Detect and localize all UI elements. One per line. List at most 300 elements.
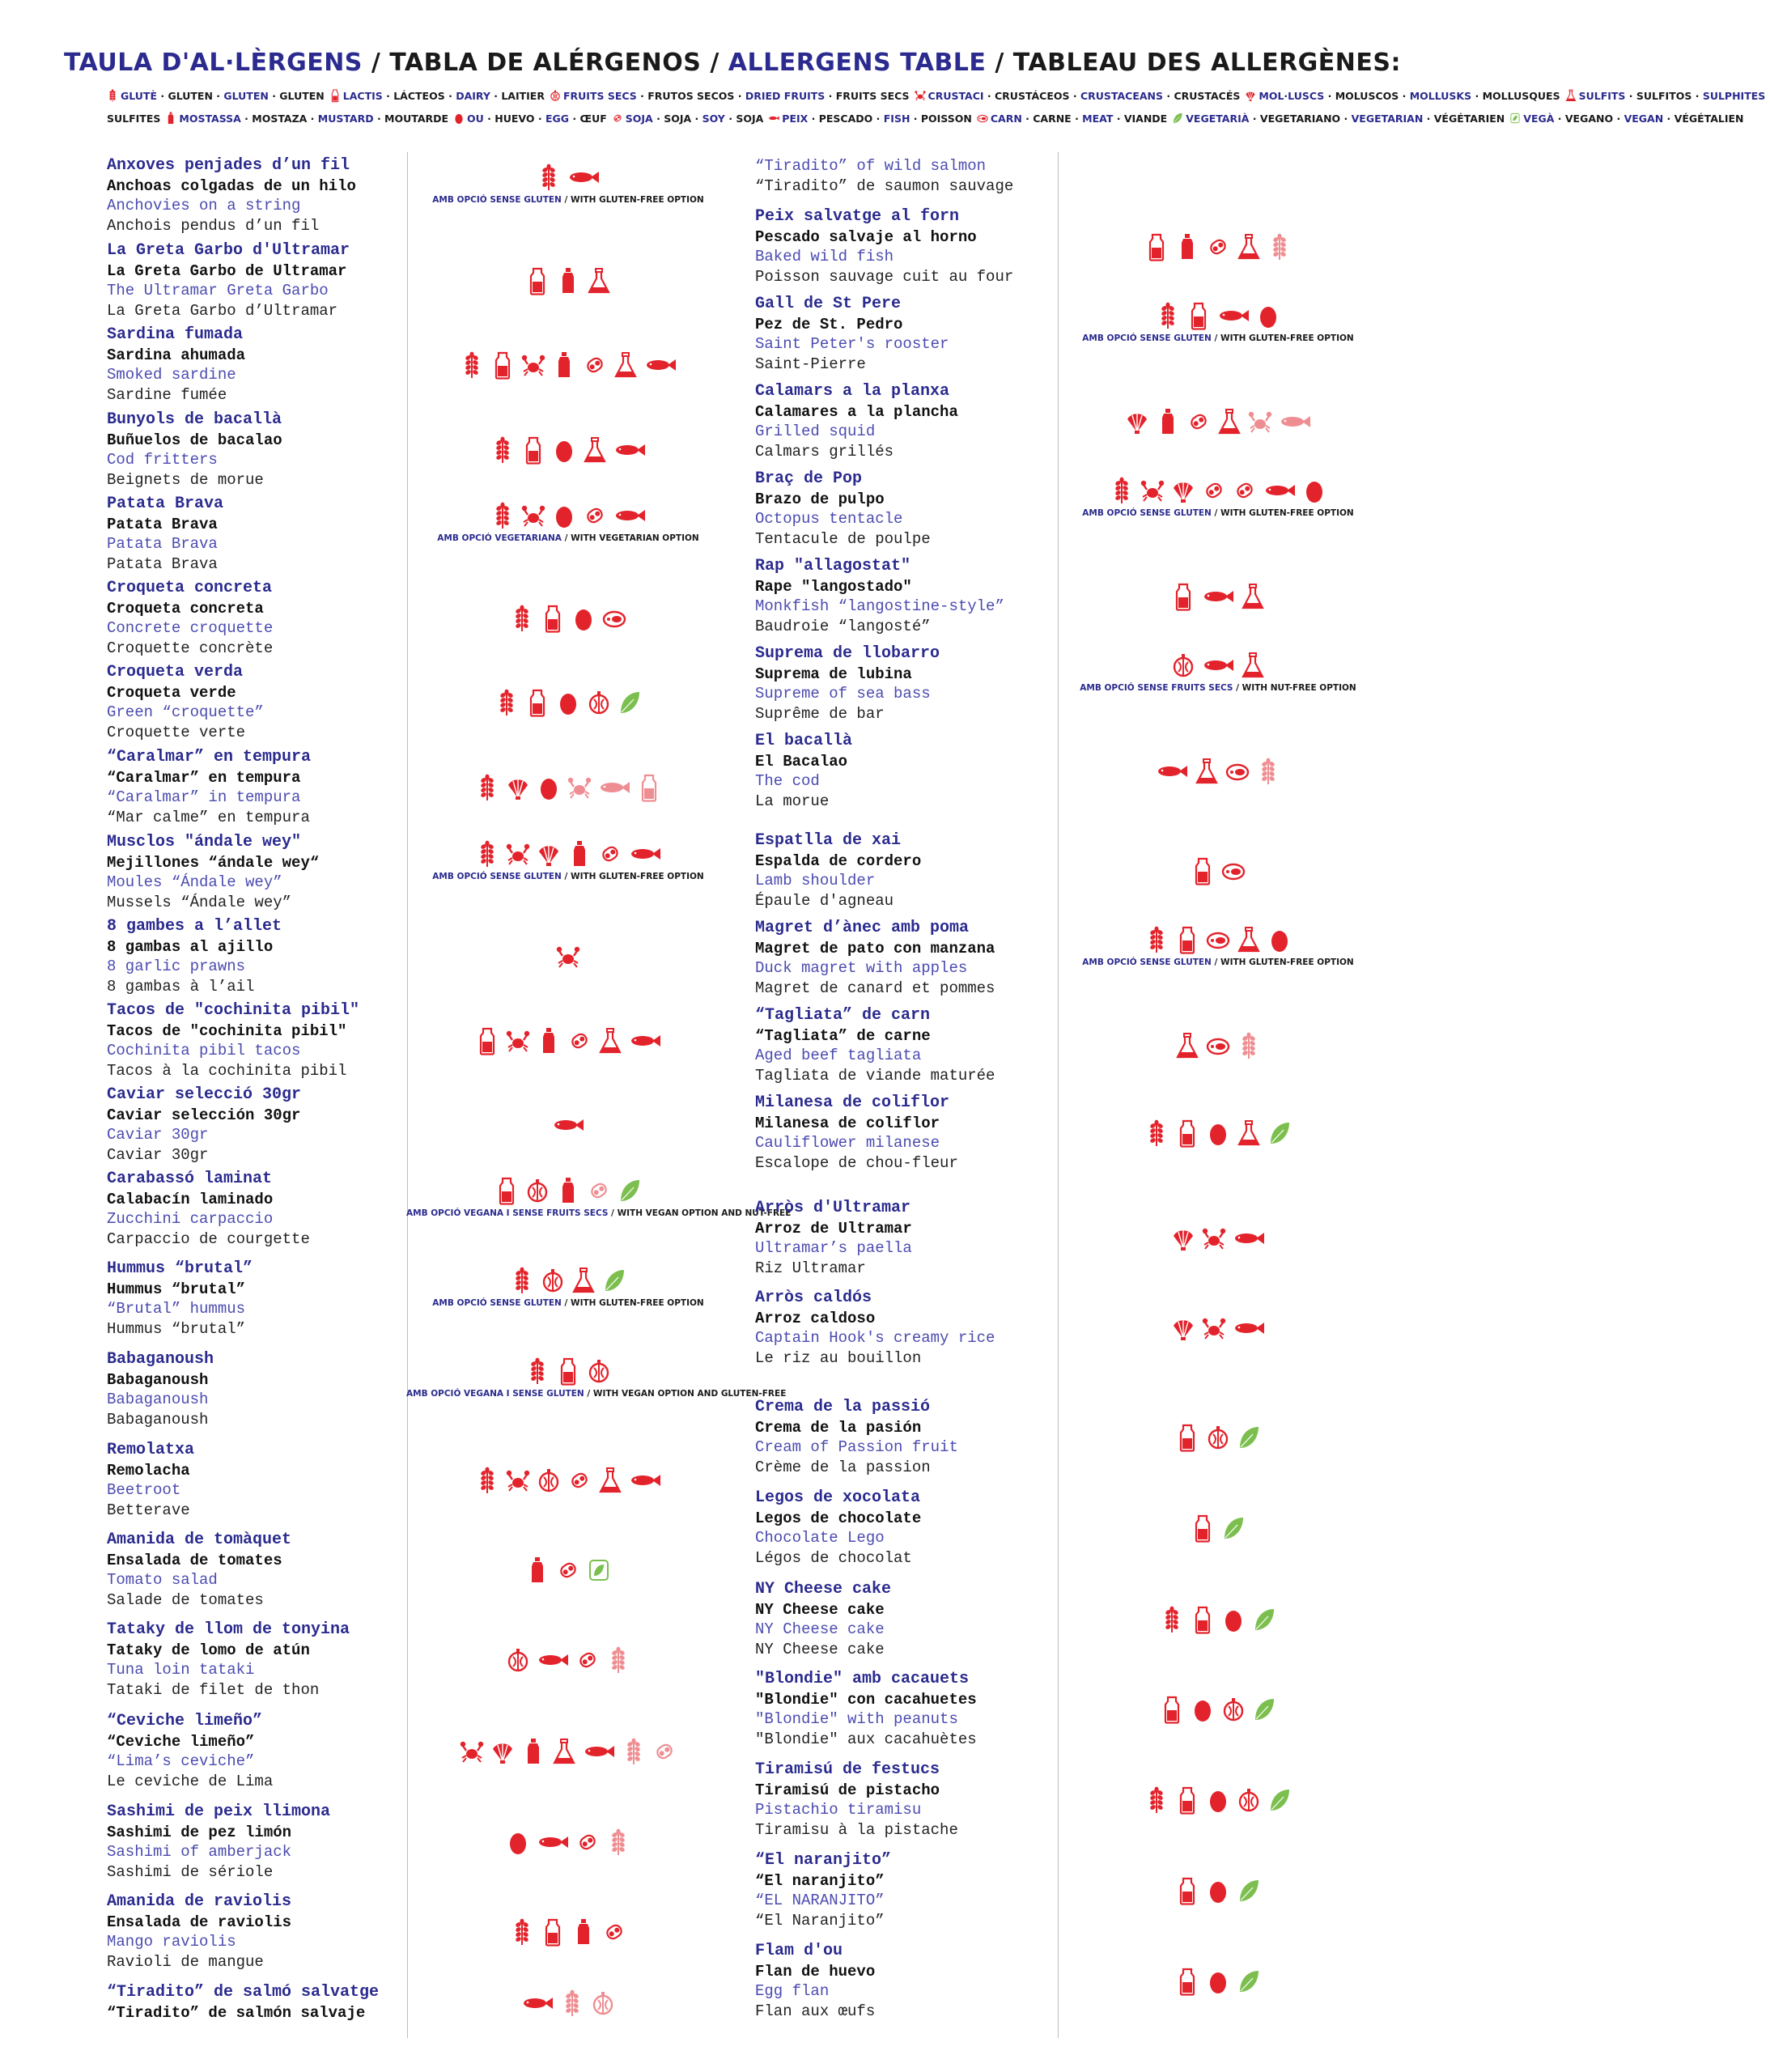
dairy-icon [475, 1027, 499, 1055]
sulphite-icon [598, 1467, 622, 1494]
mustard-icon [556, 267, 580, 295]
title-fr: TABLEAU DES ALLERGÈNES: [1012, 49, 1402, 77]
dish-name-ca: Croqueta verda [107, 663, 244, 681]
egg-icon [453, 112, 465, 125]
dish-name-fr: Riz Ultramar [755, 1259, 866, 1277]
dish-name-ca: Tiramisú de festucs [755, 1760, 940, 1779]
note-ca: AMB OPCIÓ VEGANA I SENSE GLUTEN [406, 1389, 584, 1399]
dish-name-ca: Espatlla de xai [755, 831, 902, 850]
nuts-icon [525, 1177, 550, 1204]
dish-name-es: “Tiradito” de salmón salvaje [107, 2003, 366, 2022]
dish-item [107, 410, 282, 490]
dish-name-fr: Carpaccio de courgette [107, 1229, 310, 1248]
allergen-icons [1056, 923, 1380, 956]
gluten-icon [475, 840, 499, 868]
dish-name-ca: “Caralmar” en tempura [107, 748, 312, 766]
dish-name-ca: Caviar selecció 30gr [107, 1085, 302, 1104]
note-en: WITH NUT-FREE OPTION [1242, 683, 1356, 693]
allergen-icons [406, 1987, 730, 2019]
gluten-icon [1144, 926, 1169, 953]
allergen-icons [406, 686, 730, 719]
dish-name-en: Supreme of sea bass [755, 685, 931, 703]
dish-name-ca: Carabassó laminat [107, 1170, 273, 1188]
note-en: WITH GLUTEN-FREE OPTION [571, 872, 704, 881]
sulphite-icon [1241, 652, 1265, 679]
dish-name-es: Arroz caldoso [755, 1309, 876, 1327]
dish-name-fr: Salade de tomates [107, 1590, 264, 1609]
gluten-icon [107, 89, 118, 102]
note-ca: AMB OPCIÓ SENSE GLUTEN [1082, 333, 1212, 343]
dish-name-fr: Calmars grillés [755, 442, 894, 461]
dish-item [755, 919, 995, 998]
dish-name-ca: NY Cheese cake [755, 1580, 892, 1599]
sulphite-icon [1175, 1032, 1199, 1059]
dairy-icon [329, 89, 341, 102]
mustard-icon [521, 1738, 545, 1765]
allergen-icons [406, 838, 730, 870]
fish-icon [1202, 583, 1234, 610]
soy-icon [575, 1646, 600, 1674]
gluten-icon [510, 605, 534, 632]
note-en: WITH VEGETARIAN OPTION [571, 533, 699, 543]
legend-ca: VEGÀ [1523, 113, 1555, 125]
dish-name-ca: “El naranjito” [755, 1851, 892, 1870]
soy-icon [1202, 477, 1226, 504]
dish-name-fr: Beignets de morue [107, 470, 264, 489]
crustacean-icon [1202, 1225, 1226, 1252]
mustard-icon [567, 840, 592, 868]
dish-item [107, 1350, 214, 1429]
egg-icon [552, 502, 576, 529]
dish-name-fr: Magret de canard et pommes [755, 979, 995, 997]
legend-en: VEGETARIAN [1351, 113, 1424, 125]
dish-item [107, 748, 311, 827]
dish-name-ca: Rap "allagostat" [755, 557, 911, 575]
legend-es: GLUTEN [168, 90, 213, 102]
mollusc-icon [1171, 477, 1195, 504]
dish-name-es: Hummus “brutal” [107, 1280, 246, 1298]
fish-icon [613, 436, 646, 464]
vegetarian-icon [618, 689, 642, 716]
legend-en: FISH [883, 113, 910, 125]
note-ca: AMB OPCIÓ SENSE GLUTEN [432, 1298, 562, 1308]
dairy-icon [1175, 1786, 1199, 1814]
dish-name-ca: Tacos de "cochinita pibil" [107, 1001, 360, 1020]
dish-name-ca: “Tiradito” de salmó salvatge [107, 1983, 380, 2002]
gluten-icon [537, 163, 561, 191]
sulphite-icon [1241, 583, 1265, 610]
allergen-icons [406, 1355, 730, 1387]
dairy-icon [541, 605, 565, 632]
mustard-icon [1156, 408, 1180, 435]
allergen-icons [1056, 1030, 1380, 1062]
dish-name-fr: Caviar 30gr [107, 1145, 209, 1164]
nuts-icon [550, 89, 561, 102]
dish-name-es: Tacos de "cochinita pibil" [107, 1021, 347, 1040]
dish-name-fr: Tagliata de viande maturée [755, 1066, 995, 1085]
allergen-icons [406, 434, 730, 466]
allergen-option-note: AMB OPCIÓ SENSE FRUITS SECS / WITH NUT-FREE OPTION [1080, 683, 1356, 693]
dish-name-es: “El naranjito” [755, 1871, 885, 1890]
dish-item [107, 1892, 291, 1972]
dish-name-en: Smoked sardine [107, 366, 236, 384]
dairy-icon [1160, 1696, 1184, 1723]
nuts-icon [1221, 1696, 1246, 1723]
dish-name-en: Patata Brava [107, 535, 218, 553]
allergen-option-note: AMB OPCIÓ VEGETARIANA / WITH VEGETARIAN OPTION [437, 533, 699, 543]
legend-en: GLUTEN [223, 90, 269, 102]
fish-icon [629, 1027, 661, 1055]
dish-name-fr: Hummus “brutal” [107, 1319, 246, 1338]
crustacean-icon [506, 840, 530, 868]
allergen-icons [1056, 1421, 1380, 1454]
dish-name-es: “Caralmar” en tempura [107, 768, 301, 787]
dish-name-ca: Arròs d'Ultramar [755, 1199, 911, 1217]
dairy-icon [637, 774, 661, 801]
dish-name-ca: La Greta Garbo d'Ultramar [107, 241, 350, 260]
soy-icon [598, 840, 622, 868]
note-en: WITH GLUTEN-FREE OPTION [571, 195, 704, 205]
dish-name-es: Sardina ahumada [107, 346, 246, 364]
dish-name-es: Calamares a la plancha [755, 402, 958, 421]
mollusc-icon [1171, 1314, 1195, 1342]
dish-name-ca: Peix salvatge al forn [755, 207, 960, 226]
dairy-icon [1175, 926, 1199, 953]
dish-name-ca: Braç de Pop [755, 469, 863, 488]
dish-item [755, 1199, 912, 1278]
dish-name-en: Anchovies on a string [107, 197, 301, 214]
dish-item [755, 1093, 958, 1173]
gluten-icon [606, 1646, 630, 1674]
dish-item [755, 1760, 958, 1840]
allergen-icons [406, 1174, 730, 1207]
gluten-icon [490, 502, 515, 529]
allergen-icons [1056, 474, 1380, 507]
dish-name-fr: Tiramisu à la pistache [755, 1820, 958, 1839]
title-separator: / [701, 49, 728, 77]
fish-icon [629, 840, 661, 868]
dairy-icon [1175, 1877, 1199, 1904]
dish-name-ca: "Blondie" amb cacauets [755, 1670, 970, 1688]
dish-name-fr: “El Naranjito” [755, 1911, 885, 1930]
allergen-option-note: AMB OPCIÓ SENSE GLUTEN / WITH GLUTEN-FREE OPTION [432, 1298, 704, 1308]
dish-item [755, 831, 921, 911]
dish-name-en: Cochinita pibil tacos [107, 1042, 301, 1059]
allergen-icons [406, 940, 730, 973]
legend-en: MOLLUSKS [1409, 90, 1472, 102]
dish-item [107, 156, 356, 236]
dish-name-ca: El bacallà [755, 732, 853, 750]
legend-item-crustacean: CRUSTACI · CRUSTÁCEOS · CRUSTACEANS · CRUSTACÉS [915, 87, 1241, 105]
gluten-icon [1156, 302, 1180, 329]
dish-name-en: "Blondie" with peanuts [755, 1710, 958, 1728]
dish-name-es: Buñuelos de bacalao [107, 431, 282, 449]
legend-en: EGG [545, 113, 570, 125]
allergen-icons [406, 1735, 730, 1768]
fish-icon [1233, 1314, 1265, 1342]
dish-name-en: Ultramar’s paella [755, 1239, 912, 1257]
dish-name-fr: Légos de chocolat [755, 1548, 912, 1567]
dish-name-ca: Amanida de tomàquet [107, 1531, 292, 1549]
allergen-legend-row-2 [107, 110, 1744, 128]
allergen-icons [406, 1464, 730, 1497]
dish-item [107, 579, 273, 658]
legend-fr: LAITIER [501, 90, 545, 102]
mustard-icon [525, 1556, 550, 1584]
dish-name-fr: "Blondie" aux cacahuètes [755, 1730, 977, 1748]
dish-item [755, 156, 1013, 196]
nuts-icon [587, 689, 611, 716]
allergen-option-note: AMB OPCIÓ SENSE GLUTEN / WITH GLUTEN-FREE OPTION [1082, 333, 1354, 343]
page-title [0, 49, 1465, 77]
dish-item [755, 557, 1004, 636]
dairy-icon [490, 351, 515, 379]
legend-ca: CRUSTACI [927, 90, 984, 102]
dish-name-en: Lamb shoulder [755, 872, 876, 890]
sulphite-icon [1195, 758, 1219, 785]
legend-ca: FRUITS SECS [562, 90, 637, 102]
gluten-icon [490, 436, 515, 464]
legend-fr: VIANDE [1123, 113, 1168, 125]
legend-en: DAIRY [456, 90, 490, 102]
dish-item [107, 1259, 253, 1339]
dish-item [755, 1006, 995, 1085]
dish-name-es: Babaganoush [107, 1370, 209, 1389]
dish-name-en: Beetroot [107, 1481, 181, 1499]
dish-name-en: 8 garlic prawns [107, 957, 246, 975]
note-ca: AMB OPCIÓ VEGETARIANA [437, 533, 562, 543]
dish-name-en: “EL NARANJITO” [755, 1892, 885, 1909]
dish-name-ca: Patata Brava [107, 495, 224, 513]
legend-fr: GLUTEN [279, 90, 325, 102]
dish-name-fr: Mussels “Ándale wey” [107, 893, 292, 911]
title-en: ALLERGENS TABLE [728, 49, 987, 77]
egg-icon [1267, 926, 1292, 953]
mustard-icon [556, 1177, 580, 1204]
fish-icon [567, 163, 600, 191]
dish-item [107, 1802, 330, 1882]
dish-name-es: Remolacha [107, 1461, 190, 1480]
dish-name-en: Tomato salad [107, 1571, 218, 1589]
dish-name-es: Arroz de Ultramar [755, 1219, 912, 1238]
legend-ca: CARN [990, 113, 1022, 125]
egg-icon [571, 605, 596, 632]
egg-icon [1221, 1606, 1246, 1633]
sulphite-icon [613, 351, 638, 379]
dish-item [107, 1983, 379, 2023]
dish-item [755, 644, 940, 724]
dish-name-es: Crema de la pasión [755, 1418, 922, 1437]
mustard-icon [552, 351, 576, 379]
dish-name-en: Concrete croquette [107, 619, 274, 637]
dairy-icon [556, 1357, 580, 1385]
legend-item-fish: PEIX · PESCADO · FISH · POISSON [768, 110, 972, 128]
dish-item [755, 1670, 977, 1749]
dish-name-ca: Remolatxa [107, 1441, 195, 1459]
dish-name-en: The Ultramar Greta Garbo [107, 282, 329, 299]
dish-name-es: Magret de pato con manzana [755, 939, 995, 957]
egg-icon [1206, 1877, 1230, 1904]
soy-icon [583, 351, 607, 379]
title-ca: TAULA D'AL·LÈRGENS [63, 49, 363, 77]
allergen-option-note: AMB OPCIÓ VEGANA I SENSE GLUTEN / WITH VEGAN OPTION AND GLUTEN-FREE [406, 1389, 787, 1399]
legend-en: SOY [702, 113, 725, 125]
soy-icon [575, 1828, 600, 1856]
sulphite-icon [1217, 408, 1242, 435]
gluten-icon [560, 1989, 584, 2017]
dish-name-en: Green “croquette” [107, 703, 264, 721]
mustard-icon [537, 1027, 561, 1055]
legend-es: MOSTAZA [252, 113, 308, 125]
legend-en: CRUSTACEANS [1080, 90, 1164, 102]
allergen-icons [1056, 1312, 1380, 1344]
dish-name-es: Calabacín laminado [107, 1190, 274, 1208]
note-ca: AMB OPCIÓ SENSE GLUTEN [432, 195, 562, 205]
legend-fr: ŒUF [579, 113, 607, 125]
legend-fr: MOLLUSQUES [1482, 90, 1560, 102]
dish-item [107, 1531, 291, 1610]
crustacean-icon [1248, 408, 1272, 435]
dish-name-fr: Tataki de filet de thon [107, 1680, 320, 1699]
legend-ca: OU [467, 113, 484, 125]
dish-item [755, 295, 949, 374]
vegetarian-icon [1237, 1877, 1261, 1904]
dish-name-fr: Saint-Pierre [755, 355, 866, 373]
dish-name-en: “Lima’s ceviche” [107, 1752, 255, 1770]
egg-icon [1206, 1786, 1230, 1814]
legend-fr: VÉGÉTALIEN [1674, 113, 1744, 125]
legend-item-egg: OU · HUEVO · EGG · ŒUF [453, 110, 607, 128]
fish-icon [768, 112, 779, 125]
vegetarian-icon [618, 1177, 642, 1204]
dairy-icon [525, 267, 550, 295]
dish-name-ca: Croqueta concreta [107, 579, 273, 597]
allergen-icons [406, 265, 730, 297]
gluten-icon [494, 689, 519, 716]
note-en: WITH GLUTEN-FREE OPTION [571, 1298, 704, 1308]
dish-name-ca: 8 gambes a l’allet [107, 917, 282, 936]
note-ca: AMB OPCIÓ SENSE GLUTEN [1082, 508, 1212, 518]
legend-ca: SULFITS [1578, 90, 1626, 102]
allergen-option-note: AMB OPCIÓ VEGANA I SENSE FRUITS SECS / WITH VEGAN OPTION AND NUT-FREE [406, 1208, 792, 1218]
allergen-icons [406, 1554, 730, 1586]
legend-fr: VÉGÉTARIEN [1433, 113, 1505, 125]
note-ca: AMB OPCIÓ SENSE GLUTEN [432, 872, 562, 881]
allergen-icons [1056, 1603, 1380, 1636]
fish-icon [1156, 758, 1188, 785]
legend-item-dairy: LACTIS · LÁCTEOS · DAIRY · LAITIER [329, 87, 545, 105]
legend-item-meat: CARN · CARNE · MEAT · VIANDE [977, 110, 1167, 128]
legend-fr: POISSON [920, 113, 972, 125]
note-en: WITH GLUTEN-FREE OPTION [1220, 957, 1354, 967]
dish-name-ca: Gall de St Pere [755, 295, 902, 313]
dish-name-es: La Greta Garbo de Ultramar [107, 261, 347, 280]
dish-name-ca: Anxoves penjades d’un fil [107, 156, 350, 175]
dish-name-es: Croqueta concreta [107, 599, 264, 618]
soy-icon [1233, 477, 1257, 504]
egg-icon [1256, 302, 1280, 329]
legend-item-mustard: MOSTASSA · MOSTAZA · MUSTARD · MOUTARDE [165, 110, 448, 128]
dish-name-fr: Croquette verte [107, 723, 246, 741]
dish-name-en: Saint Peter's rooster [755, 335, 949, 353]
legend-fr: SOJA [736, 113, 764, 125]
dish-name-ca: Calamars a la planxa [755, 382, 950, 401]
dish-name-en: Egg flan [755, 1982, 830, 2000]
gluten-icon [1144, 1786, 1169, 1814]
fish-icon [521, 1989, 554, 2017]
mollusc-icon [506, 774, 530, 801]
legend-item-nuts: FRUITS SECS · FRUTOS SECOS · DRIED FRUITS · FRUITS SECS [550, 87, 910, 105]
dish-name-es: Croqueta verde [107, 683, 236, 702]
gluten-icon [510, 1267, 534, 1294]
soy-icon [1186, 408, 1211, 435]
mollusc-icon [537, 840, 561, 868]
nuts-icon [541, 1267, 565, 1294]
dish-name-fr: Tentacule de poulpe [755, 529, 931, 548]
dish-item [755, 1488, 921, 1568]
dish-name-en: Cauliflower milanese [755, 1134, 940, 1152]
fish-icon [583, 1738, 615, 1765]
mustard-icon [1175, 233, 1199, 261]
mollusc-icon [1125, 408, 1149, 435]
nuts-icon [537, 1467, 561, 1494]
sulphite-icon [598, 1027, 622, 1055]
dish-item [107, 1712, 273, 1791]
allergen-icons [1056, 1222, 1380, 1255]
crustacean-icon [521, 351, 545, 379]
crustacean-icon [567, 774, 592, 801]
legend-es: VEGETARIANO [1259, 113, 1341, 125]
dish-name-fr: Patata Brava [107, 554, 218, 573]
dish-name-fr: Épaule d'agneau [755, 891, 894, 910]
dish-item [755, 382, 958, 461]
legend-ca: LACTIS [342, 90, 383, 102]
fish-icon [537, 1828, 569, 1856]
title-separator: / [362, 49, 390, 77]
egg-icon [506, 1828, 530, 1856]
legend-es: CRUSTÁCEOS [995, 90, 1070, 102]
gluten-icon [1256, 758, 1280, 785]
allergen-icons [1056, 649, 1380, 681]
soy-icon [583, 502, 607, 529]
allergen-icons [406, 1264, 730, 1297]
allergen-icons [406, 1109, 730, 1141]
gluten-icon [1160, 1606, 1184, 1633]
vegetarian-icon [1252, 1696, 1276, 1723]
fish-icon [1279, 408, 1311, 435]
legend-ca: PEIX [782, 113, 809, 125]
dish-item [755, 1580, 891, 1659]
dish-name-fr: NY Cheese cake [755, 1640, 885, 1658]
gluten-icon [1144, 1119, 1169, 1147]
legend-es: HUEVO [494, 113, 535, 125]
fish-icon [1263, 477, 1296, 504]
dish-item [107, 325, 245, 405]
dish-name-es: "Blondie" con cacahuetes [755, 1690, 977, 1709]
vegetarian-icon [1221, 1514, 1246, 1542]
dish-name-en: The cod [755, 772, 820, 790]
allergen-icons [1056, 1875, 1380, 1907]
dish-name-fr: Suprême de bar [755, 704, 885, 723]
nuts-icon [587, 1357, 611, 1385]
dish-name-en: Moules “Ándale wey” [107, 873, 282, 891]
dish-name-es: Milanesa de coliflor [755, 1114, 940, 1132]
soy-icon [612, 112, 623, 125]
dish-name-ca: Sardina fumada [107, 325, 244, 344]
allergen-icons [406, 1025, 730, 1057]
allergen-icons [406, 602, 730, 635]
dish-item [107, 1620, 350, 1700]
